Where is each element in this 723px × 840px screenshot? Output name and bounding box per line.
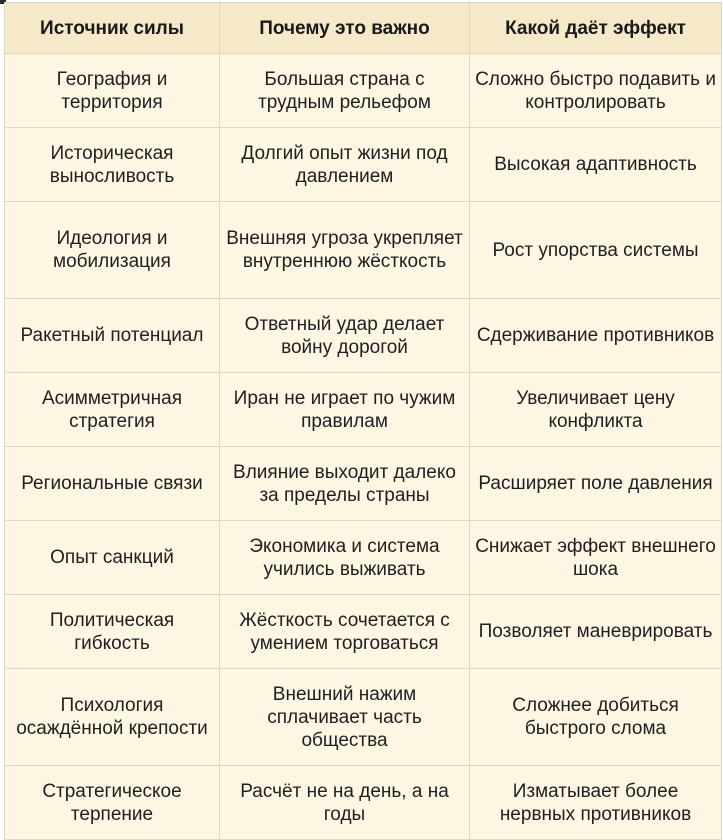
cell-importance: Внешняя угроза укрепляет внутреннюю жёсткость: [220, 202, 470, 299]
table-row: [5, 373, 722, 447]
cell-importance: Большая страна с трудным рельефом: [220, 54, 470, 128]
cell-source: Идеология и мобилизация: [5, 202, 220, 299]
table-row: [5, 128, 722, 202]
cell-effect: Расширяет поле давления: [470, 447, 722, 521]
column-header-source: Источник силы: [5, 3, 220, 54]
cell-effect: Изматывает более нервных противников: [470, 766, 722, 840]
table-row: [5, 521, 722, 595]
cell-importance: Внешний нажим сплачивает часть общества: [220, 669, 470, 766]
cell-effect: Позволяет маневрировать: [470, 595, 722, 669]
cell-source: Стратегическое терпение: [5, 766, 220, 840]
cell-source: Региональные связи: [5, 447, 220, 521]
cell-importance: Долгий опыт жизни под давлением: [220, 128, 470, 202]
cell-effect: Увеличивает цену конфликта: [470, 373, 722, 447]
cell-importance: Иран не играет по чужим правилам: [220, 373, 470, 447]
table-row: [5, 54, 722, 128]
cell-effect: Сложнее добиться быстрого слома: [470, 669, 722, 766]
table-row: [5, 202, 722, 299]
cell-source: Психология осаждённой крепости: [5, 669, 220, 766]
cell-effect: Сдерживание противников: [470, 299, 722, 373]
cell-effect: Снижает эффект внешнего шока: [470, 521, 722, 595]
table-row: [5, 595, 722, 669]
cell-source: География и территория: [5, 54, 220, 128]
cell-effect: Сложно быстро подавить и контролировать: [470, 54, 722, 128]
cell-importance: Жёсткость сочетается с умением торговаться: [220, 595, 470, 669]
power-sources-table: [4, 2, 722, 840]
cell-importance: Ответный удар делает войну дорогой: [220, 299, 470, 373]
cell-source: Асимметричная стратегия: [5, 373, 220, 447]
cell-importance: Расчёт не на день, а на годы: [220, 766, 470, 840]
table-row: [5, 766, 722, 840]
table-header-row: [5, 3, 722, 54]
cell-effect: Рост упорства системы: [470, 202, 722, 299]
table-row: [5, 299, 722, 373]
column-header-effect: Какой даёт эффект: [470, 3, 722, 54]
cell-source: Политическая гибкость: [5, 595, 220, 669]
column-header-importance: Почему это важно: [220, 3, 470, 54]
cell-importance: Экономика и система учились выживать: [220, 521, 470, 595]
cell-effect: Высокая адаптивность: [470, 128, 722, 202]
cell-source: Опыт санкций: [5, 521, 220, 595]
cell-source: Историческая выносливость: [5, 128, 220, 202]
cell-importance: Влияние выходит далеко за пределы страны: [220, 447, 470, 521]
cell-source: Ракетный потенциал: [5, 299, 220, 373]
table-row: [5, 447, 722, 521]
table-row: [5, 669, 722, 766]
